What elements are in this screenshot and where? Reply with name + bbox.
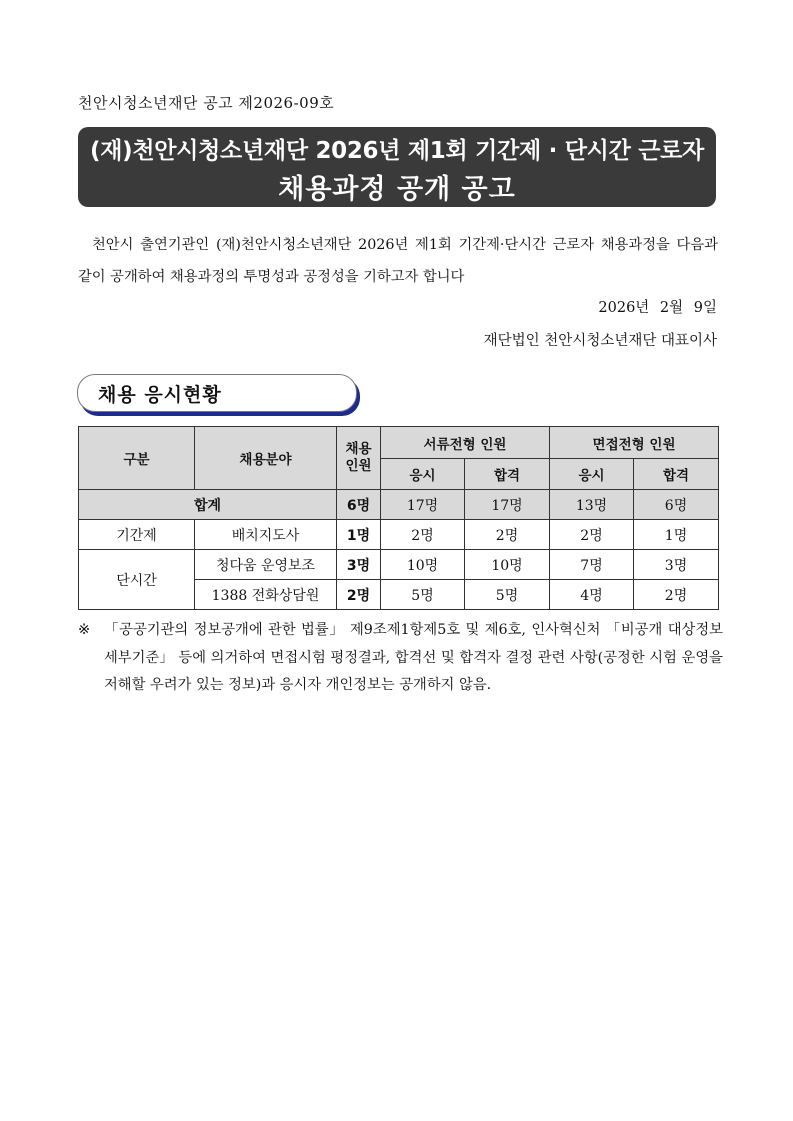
header-category: 구분 [79,427,195,490]
footnote [78,617,723,700]
header-int-applied: 응시 [550,459,634,490]
applicant-status-table [78,426,719,610]
row-doc-passed: 5명 [465,580,550,610]
header-interview-group: 면접전형 인원 [550,427,719,459]
footnote-mark: ※ [78,622,90,638]
row-int-applied: 4명 [550,580,634,610]
row-doc-passed: 10명 [465,550,550,580]
total-label: 합계 [79,490,337,520]
row-doc-applied: 5명 [381,580,465,610]
row-doc-passed: 2명 [465,520,550,550]
row-category: 단시간 [79,550,195,610]
header-hires: 채용 인원 [337,427,381,490]
row-doc-applied: 10명 [381,550,465,580]
row-hires: 3명 [337,550,381,580]
total-doc-applied: 17명 [381,490,465,520]
footnote-text: 「공공기관의 정보공개에 관한 법률」 제9조제1항제5호 및 제6호, 인사혁신처 「비공개 대상정보 세부기준」 등에 의거하여 면접시험 평정결과, 합격선 및 합격자 결정 관련 사항(공정한 시험 운영을 저해할 우려가 있는 정보)과 응시자 개인정보는 공개하지 않음. [104,622,723,693]
header-doc-passed: 합격 [465,459,550,490]
header-field: 채용분야 [195,427,337,490]
row-int-applied: 7명 [550,550,634,580]
total-hires: 6명 [337,490,381,520]
row-category: 기간제 [79,520,195,550]
row-int-passed: 1명 [634,520,719,550]
section-title: 채용 응시현황 [98,384,222,406]
title-banner [78,127,716,207]
row-int-applied: 2명 [550,520,634,550]
table-row [79,520,719,550]
row-field: 배치지도사 [195,520,337,550]
row-field: 청다움 운영보조 [195,550,337,580]
row-doc-applied: 2명 [381,520,465,550]
table-row [79,550,719,580]
total-int-applied: 13명 [550,490,634,520]
intro-paragraph: 천안시 출연기관인 (재)천안시청소년재단 2026년 제1회 기간제·단시간 근로자 채용과정을 다음과 같이 공개하여 채용과정의 투명성과 공정성을 기하고자 합니다 [78,237,718,285]
signer: 재단법인 천안시청소년재단 대표이사 [483,333,717,349]
header-doc-group: 서류전형 인원 [381,427,550,459]
header-doc-applied: 응시 [381,459,465,490]
table-row-total [79,490,719,520]
row-field: 1388 전화상담원 [195,580,337,610]
total-int-passed: 6명 [634,490,719,520]
row-int-passed: 2명 [634,580,719,610]
notice-date: 2026년 2월 9일 [598,300,717,316]
section-tab [77,374,357,412]
row-int-passed: 3명 [634,550,719,580]
row-hires: 2명 [337,580,381,610]
title-line-1: (재)천안시청소년재단 2026년 제1회 기간제 · 단시간 근로자 [90,138,704,164]
header-int-passed: 합격 [634,459,719,490]
row-hires: 1명 [337,520,381,550]
notice-number: 천안시청소년재단 공고 제2026-09호 [78,94,335,112]
title-line-2: 채용과정 공개 공고 [278,174,516,205]
total-doc-passed: 17명 [465,490,550,520]
